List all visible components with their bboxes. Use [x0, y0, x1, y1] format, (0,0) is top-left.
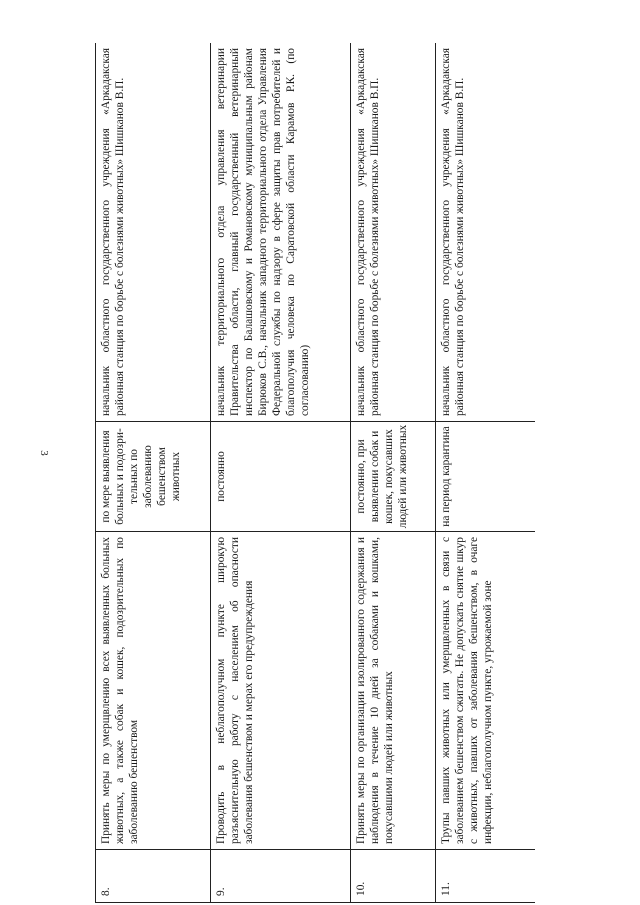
term-cell: постоянно [211, 422, 351, 532]
responsible-cell: начальник областного государственного учреждения «Аркадакская районная станция по борьбе с болезнями животных» Шишканов В.П. [351, 43, 436, 422]
table-row [436, 43, 536, 903]
rotated-table-region [95, 43, 535, 903]
page-number: 3 [38, 450, 50, 456]
table-row [211, 43, 351, 903]
responsible-cell: начальник территориального отдела управления ветеринарии Правительства области, главный государственный ветеринарный инспектор по Балашовскому и Романовскому муниципальным районам Бирюков С.В., начальник западного территориального отдела Управления Федеральной службы по надзору в сфере защиты прав потребителей и благополучия человека по Саратовской области Карамов Р.К. (по согласованию) [211, 43, 351, 422]
table-row [351, 43, 436, 903]
table-row [96, 43, 211, 903]
measures-table [95, 43, 535, 903]
action-cell: Трупы павших животных или умерщвленных в связи с заболеванием бешенством сжигать. Не допускать снятие шкур с животных, павших от заболевания бешенством, в очаге инфекции, неблагополучном пункте, угрожаемой зоне [436, 532, 536, 850]
term-cell: на период карантина [436, 422, 536, 532]
responsible-cell: начальник областного государственного учреждения «Аркадакская районная станция по борьбе с болезнями животных» Шишканов В.П. [96, 43, 211, 422]
action-cell: Принять меры по умерщвлению всех выявленных больных животных, а также собак и кошек, подозрительных по заболеванию бешенством [96, 532, 211, 850]
term-cell: постоянно, при выявлении собак и кошек, покусавших людей или животных [351, 422, 436, 532]
action-cell: Проводить в неблагополучном пункте широкую разъяснительную работу с населением об опасности заболевания бешенством и мерах его предупреждения [211, 532, 351, 850]
row-number: 10. [351, 850, 436, 903]
row-number: 8. [96, 850, 211, 903]
row-number: 9. [211, 850, 351, 903]
term-cell: по мере выявления больных и подозри-тельных по заболеванию бешенством животных [96, 422, 211, 532]
table-wrapper [95, 43, 535, 903]
row-number: 11. [436, 850, 536, 903]
responsible-cell: начальник областного государственного учреждения «Аркадакская районная станция по борьбе с болезнями животных» Шишканов В.П. [436, 43, 536, 422]
action-cell: Принять меры по организации изолированного содержания и наблюдения в течение 10 дней за собаками и кошками, покусавшими людей или животных [351, 532, 436, 850]
